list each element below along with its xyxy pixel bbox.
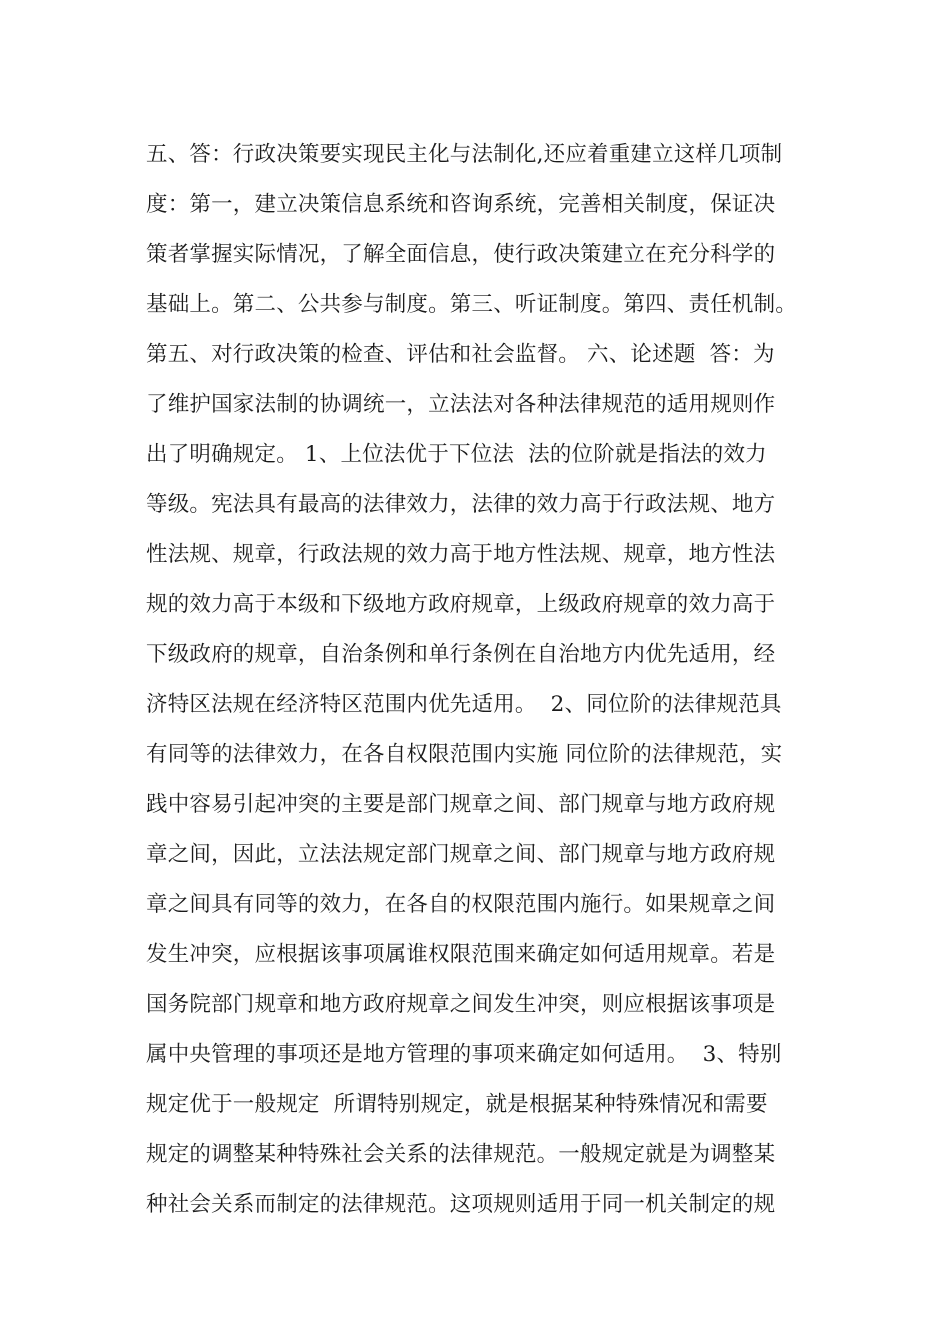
text-line: 下级政府的规章，自治条例和单行条例在自治地方内优先适用，经 bbox=[146, 642, 776, 667]
text-line: 策者掌握实际情况，了解全面信息，使行政决策建立在充分科学的 bbox=[146, 242, 776, 267]
text-line: 基础上。第二、公共参与制度。第三、听证制度。第四、责任机制。 bbox=[146, 292, 798, 317]
text-line: 性法规、规章，行政法规的效力高于地方性法规、规章，地方性法 bbox=[146, 542, 776, 567]
text-line: 五、答：行政决策要实现民主化与法制化,还应着重建立这样几项制 bbox=[146, 142, 783, 167]
text-line: 发生冲突，应根据该事项属谁权限范围来确定如何适用规章。若是 bbox=[146, 942, 776, 967]
body-text bbox=[146, 130, 826, 1230]
text-line: 有同等的法律效力，在各自权限范围内实施 同位阶的法律规范，实 bbox=[146, 742, 783, 767]
text-line: 了维护国家法制的协调统一，立法法对各种法律规范的适用规则作 bbox=[146, 392, 776, 417]
text-line: 践中容易引起冲突的主要是部门规章之间、部门规章与地方政府规 bbox=[146, 792, 776, 817]
text-line: 章之间，因此，立法法规定部门规章之间、部门规章与地方政府规 bbox=[146, 842, 776, 867]
text-line: 度：第一，建立决策信息系统和咨询系统，完善相关制度，保证决 bbox=[146, 192, 776, 217]
text-line: 规定优于一般规定 所谓特别规定，就是根据某种特殊情况和需要 bbox=[146, 1092, 768, 1117]
text-line: 出了明确规定。 1、上位法优于下位法 法的位阶就是指法的效力 bbox=[146, 442, 767, 467]
text-line: 第五、对行政决策的检查、评估和社会监督。 六、论述题 答：为 bbox=[146, 342, 775, 367]
text-line: 济特区法规在经济特区范围内优先适用。 2、同位阶的法律规范具 bbox=[146, 692, 782, 717]
text-line: 国务院部门规章和地方政府规章之间发生冲突，则应根据该事项是 bbox=[146, 992, 776, 1017]
text-line: 规的效力高于本级和下级地方政府规章，上级政府规章的效力高于 bbox=[146, 592, 776, 617]
text-line: 属中央管理的事项还是地方管理的事项来确定如何适用。 3、特别 bbox=[146, 1042, 782, 1067]
text-line: 章之间具有同等的效力，在各自的权限范围内施行。如果规章之间 bbox=[146, 892, 776, 917]
text-line: 种社会关系而制定的法律规范。这项规则适用于同一机关制定的规 bbox=[146, 1192, 776, 1217]
text-line: 等级。宪法具有最高的法律效力，法律的效力高于行政法规、地方 bbox=[146, 492, 776, 517]
text-line: 规定的调整某种特殊社会关系的法律规范。一般规定就是为调整某 bbox=[146, 1142, 776, 1167]
